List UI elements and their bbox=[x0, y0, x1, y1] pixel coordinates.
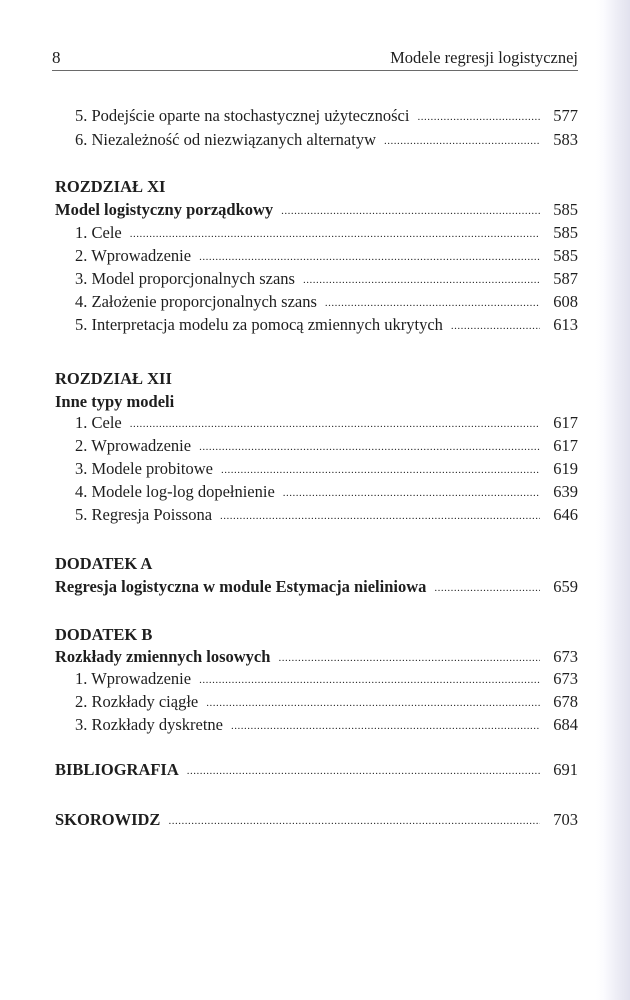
toc-entry[interactable] bbox=[75, 246, 578, 268]
leader-dots bbox=[231, 719, 540, 733]
toc-entry-label: 5. Regresja Poissona bbox=[75, 505, 213, 524]
toc-entry-label: SKOROWIDZ bbox=[55, 810, 161, 829]
chapter-xii-title[interactable]: Inne typy modeli bbox=[55, 392, 175, 411]
toc-entry-label: 6. Niezależność od niezwiązanych alternatyw bbox=[75, 130, 376, 149]
leader-dots bbox=[168, 814, 540, 828]
leader-dots bbox=[221, 463, 540, 477]
toc-entry-page: 587 bbox=[553, 269, 578, 288]
leader-dots bbox=[199, 440, 540, 454]
leader-dots bbox=[417, 110, 540, 124]
toc-entry-label: 4. Założenie proporcjonalnych szans bbox=[75, 292, 317, 311]
leader-dots bbox=[451, 319, 540, 333]
toc-entry-page: 585 bbox=[553, 200, 578, 219]
toc-entry-page: 673 bbox=[553, 669, 578, 688]
toc-entry-label: 3. Model proporcjonalnych szans bbox=[75, 269, 295, 288]
toc-entry[interactable] bbox=[75, 223, 578, 245]
leader-dots bbox=[220, 509, 540, 523]
toc-entry-label: BIBLIOGRAFIA bbox=[55, 760, 179, 779]
toc-entry-page: 691 bbox=[553, 760, 578, 779]
toc-entry-page: 577 bbox=[553, 106, 578, 125]
page-number: 8 bbox=[52, 48, 61, 67]
leader-dots bbox=[187, 764, 540, 778]
toc-entry-label: 3. Rozkłady dyskretne bbox=[75, 715, 224, 734]
toc-entry-page: 583 bbox=[553, 130, 578, 149]
toc-entry-page: 617 bbox=[553, 436, 578, 455]
leader-dots bbox=[434, 581, 540, 595]
leader-dots bbox=[325, 296, 540, 310]
leader-dots bbox=[199, 250, 540, 264]
toc-entry-page: 585 bbox=[553, 223, 578, 242]
toc-entry[interactable] bbox=[75, 482, 578, 504]
leader-dots bbox=[199, 673, 540, 687]
toc-entry-label: 1. Cele bbox=[75, 413, 122, 432]
toc-entry-label: Model logistyczny porządkowy bbox=[55, 200, 274, 219]
toc-entry[interactable] bbox=[75, 436, 578, 458]
toc-entry[interactable] bbox=[75, 269, 578, 291]
toc-entry-page: 613 bbox=[553, 315, 578, 334]
leader-dots bbox=[130, 227, 540, 241]
toc-entry-label: 2. Rozkłady ciągłe bbox=[75, 692, 199, 711]
toc-entry-page: 673 bbox=[553, 647, 578, 666]
leader-dots bbox=[130, 417, 540, 431]
appendix-a-title-entry[interactable] bbox=[55, 577, 578, 599]
toc-entry[interactable] bbox=[75, 106, 578, 128]
toc-entry[interactable] bbox=[75, 505, 578, 527]
chapter-xii-heading: ROZDZIAŁ XII bbox=[55, 369, 172, 388]
appendix-b-title-entry[interactable] bbox=[55, 647, 578, 669]
leader-dots bbox=[384, 134, 540, 148]
appendix-a-heading: DODATEK A bbox=[55, 554, 153, 573]
leader-dots bbox=[303, 273, 540, 287]
toc-entry-label: Regresja logistyczna w module Estymacja nieliniowa bbox=[55, 577, 427, 596]
toc-entry-page: 678 bbox=[553, 692, 578, 711]
toc-entry[interactable] bbox=[75, 692, 578, 714]
running-header bbox=[52, 46, 578, 71]
toc-entry-label: 5. Podejście oparte na stochastycznej użyteczności bbox=[75, 106, 410, 125]
toc-entry-page: 684 bbox=[553, 715, 578, 734]
toc-entry-page: 639 bbox=[553, 482, 578, 501]
leader-dots bbox=[281, 204, 540, 218]
bibliography-entry[interactable] bbox=[55, 760, 578, 782]
toc-entry[interactable] bbox=[75, 459, 578, 481]
chapter-xi-heading: ROZDZIAŁ XI bbox=[55, 177, 166, 196]
toc-entry-label: 1. Cele bbox=[75, 223, 122, 242]
leader-dots bbox=[206, 696, 540, 710]
chapter-xi-title-entry[interactable] bbox=[55, 200, 578, 222]
running-title: Modele regresji logistycznej bbox=[390, 48, 578, 67]
appendix-b-heading: DODATEK B bbox=[55, 625, 153, 644]
toc-entry[interactable] bbox=[75, 315, 578, 337]
index-entry[interactable] bbox=[55, 810, 578, 832]
toc-entry-page: 619 bbox=[553, 459, 578, 478]
toc-entry-page: 617 bbox=[553, 413, 578, 432]
toc-entry-page: 608 bbox=[553, 292, 578, 311]
toc-entry-label: 5. Interpretacja modelu za pomocą zmiennych ukrytych bbox=[75, 315, 443, 334]
leader-dots bbox=[278, 651, 540, 665]
toc-entry-label: 2. Wprowadzenie bbox=[75, 246, 192, 265]
toc-entry-label: Rozkłady zmiennych losowych bbox=[55, 647, 271, 666]
toc-entry-label: 4. Modele log-log dopełnienie bbox=[75, 482, 275, 501]
toc-entry-label: 2. Wprowadzenie bbox=[75, 436, 192, 455]
toc-entry[interactable] bbox=[75, 130, 578, 152]
toc-entry-label: 1. Wprowadzenie bbox=[75, 669, 192, 688]
toc-entry[interactable] bbox=[75, 669, 578, 691]
toc-entry-page: 703 bbox=[553, 810, 578, 829]
toc-entry[interactable] bbox=[75, 715, 578, 737]
toc-entry[interactable] bbox=[75, 413, 578, 435]
toc-entry-label: 3. Modele probitowe bbox=[75, 459, 213, 478]
toc-entry-page: 659 bbox=[553, 577, 578, 596]
toc-entry-page: 646 bbox=[553, 505, 578, 524]
toc-entry-page: 585 bbox=[553, 246, 578, 265]
leader-dots bbox=[283, 486, 540, 500]
toc-entry[interactable] bbox=[75, 292, 578, 314]
